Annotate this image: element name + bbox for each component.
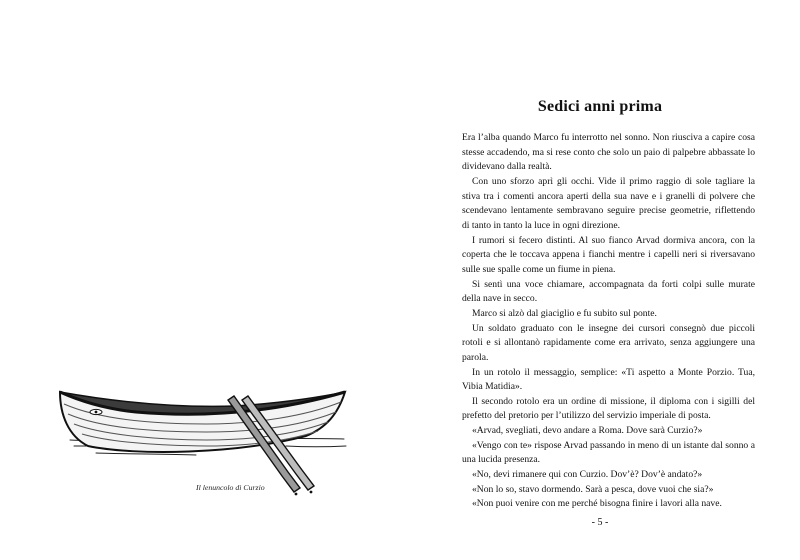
paragraph: Era l’alba quando Marco fu interrotto nel sonno. Non riusciva a capire cosa stesse accadendo, ma si rese conto che solo un paio di palpebre abbassate lo dividevano dalla realtà. (462, 132, 755, 173)
illustration-caption: Il lenuncolo di Curzio (196, 483, 265, 492)
chapter-body (462, 131, 755, 512)
paragraph: «Vengo con te» rispose Arvad passando in meno di un istante dal sonno a una lucida presenza. (462, 439, 755, 466)
paragraph: «Non lo so, stavo dormendo. Sarà a pesca, dove vuoi che sia?» (472, 483, 714, 495)
paragraph: In un rotolo il messaggio, semplice: «Ti aspetto a Monte Porzio. Tua, Vibia Matidia». (462, 366, 755, 393)
rowboat-illustration (56, 384, 352, 498)
paragraph: Marco si alzò dal giaciglio e fu subito sul ponte. (472, 307, 657, 319)
paragraph: Con uno sforzo aprì gli occhi. Vide il primo raggio di sole tagliare la stiva tra i comenti ancora aperti della sua nave e i granelli di polvere che scendevano lentamente sembravano seguire precise geometrie, riflettendo di tanto in tanto la luce in ogni direzione. (462, 175, 755, 231)
paragraph: «Non puoi venire con me perché bisogna finire i lavori alla nave. (472, 498, 722, 510)
paragraph: Il secondo rotolo era un ordine di missione, il diploma con i sigilli del prefetto del pretorio per l’utilizzo del servizio imperiale di posta. (462, 395, 755, 422)
paragraph: «No, devi rimanere qui con Curzio. Dov’è? Dov’è andato?» (472, 469, 703, 481)
page-number: - 5 - (591, 517, 609, 528)
paragraph: «Arvad, svegliati, devo andare a Roma. Dove sarà Curzio?» (472, 425, 703, 437)
paragraph: Un soldato graduato con le insegne dei cursori consegnò due piccoli rotoli e si allontanò rapidamente come era arrivato, senza aggiungere una parola. (462, 322, 755, 363)
paragraph: Si sentì una voce chiamare, accompagnata da forti colpi sulle murate della nave in secco. (462, 278, 755, 305)
chapter-title: Sedici anni prima (537, 98, 663, 115)
right-page (400, 0, 800, 560)
paragraph: I rumori si fecero distinti. Al suo fianco Arvad dormiva ancora, con la coperta che le toccava appena i fianchi mentre i capelli neri si riversavano sulle sue spalle come un fiume in piena. (462, 234, 755, 275)
